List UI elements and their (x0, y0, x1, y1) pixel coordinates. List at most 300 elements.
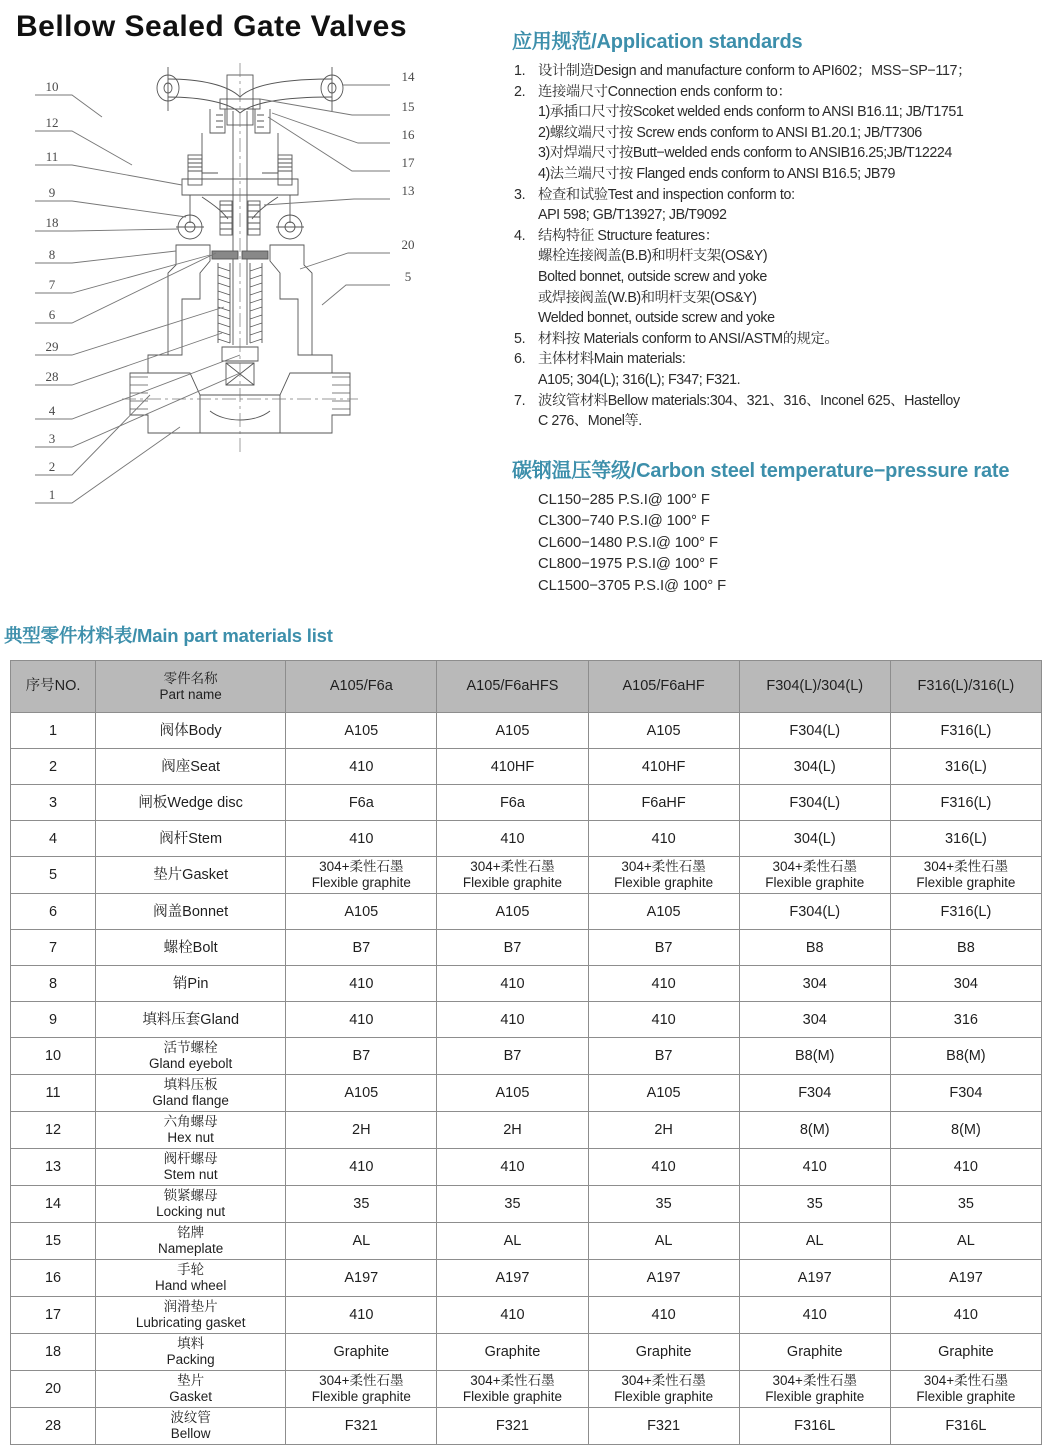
cell-text: 35 (655, 1196, 672, 1213)
cell-material (890, 1186, 1041, 1223)
cell-material (286, 821, 437, 857)
cell-material (286, 930, 437, 966)
cell-material (286, 966, 437, 1002)
cell-text: 垫片Gasket (153, 867, 229, 884)
cell-material (588, 1334, 739, 1371)
subline: 2)螺纹端尺寸按 Screw ends conform to ANSI B1.20.1; JB/T7306 (538, 124, 922, 141)
svg-text:11: 11 (45, 149, 59, 164)
cell-material (739, 1112, 890, 1149)
cell-text-cn: 活节螺栓 (163, 1040, 218, 1055)
cell-text: B7 (352, 1048, 371, 1065)
cell-text-en: Flexible graphite (311, 875, 411, 890)
cell-material (890, 1112, 1041, 1149)
cell-text-cn: 304+柔性石墨 (772, 1373, 857, 1388)
cell-text-en: Packing (166, 1352, 215, 1367)
cell-text-en: Flexible graphite (311, 1389, 411, 1404)
cell-text: A105 (495, 903, 530, 920)
standard-item-5 (512, 329, 1052, 350)
svg-text:7: 7 (48, 277, 56, 292)
materials-table-heading: 典型零件材料表/Main part materials list (4, 625, 333, 646)
cell-text-en: Flexible graphite (765, 1389, 865, 1404)
cell-material (890, 1334, 1041, 1371)
table-row (11, 1297, 1042, 1334)
svg-text:6: 6 (48, 307, 56, 322)
cell-material (739, 894, 890, 930)
cell-text-cn: 304+柔性石墨 (470, 1373, 555, 1388)
subline: 3)对焊端尺寸按Butt−welded ends conform to ANSIB16.25;JB/T12224 (538, 145, 952, 162)
table-header-row (11, 661, 1042, 713)
cell-text-cn: 填料压板 (163, 1077, 218, 1092)
cell-text-en: Hex nut (167, 1130, 214, 1145)
cell-text: AL (352, 1233, 371, 1250)
cell-text: A105 (344, 722, 379, 739)
pressure-rating-heading: 碳钢温压等级/Carbon steel temperature−pressure rate (512, 459, 1010, 482)
cell-text: F316(L) (940, 903, 992, 920)
cell-material (588, 1297, 739, 1334)
cell-text: 10 (44, 1048, 62, 1065)
list-marker: 2. (514, 83, 526, 100)
svg-text:1: 1 (48, 487, 56, 502)
table-row (11, 1260, 1042, 1297)
cell-text: 28 (44, 1418, 62, 1435)
cell-material (739, 1334, 890, 1371)
cell-material (739, 785, 890, 821)
cell-text: Graphite (938, 1344, 994, 1361)
cell-part-name (96, 1334, 286, 1371)
cell-text-en: Gasket (169, 1389, 213, 1404)
cell-text: 15 (44, 1233, 62, 1250)
subline: 1)承插口尺寸按Scoket welded ends conform to ANSI B16.11; JB/T1751 (538, 104, 964, 121)
cell-part-name (96, 1408, 286, 1445)
cell-text: A197 (646, 1270, 681, 1287)
cell-text: 35 (806, 1196, 823, 1213)
subline: 螺栓连接阀盖(B.B)和明杆支架(OS&Y) (538, 248, 768, 265)
cell-material (437, 713, 588, 749)
standard-text: 波纹管材料Bellow materials:304、321、316、Inconel 625、Hastelloy (538, 392, 960, 409)
cell-no (11, 930, 96, 966)
table-row (11, 1371, 1042, 1408)
standard-text: 连接端尺寸Connection ends conform to： (538, 83, 792, 100)
column-header-material-4 (739, 661, 890, 713)
cell-text: 316(L) (944, 830, 987, 847)
cell-text: 410 (500, 1011, 525, 1028)
main-part-materials-table (10, 660, 1042, 1445)
table-row (11, 1408, 1042, 1445)
cell-text: A105 (344, 1085, 379, 1102)
specifications-column (512, 25, 1052, 597)
cell-text: A197 (797, 1270, 832, 1287)
subline: 或焊接阀盖(W.B)和明杆支架(OS&Y) (538, 289, 757, 306)
pressure-rating-item: CL600−1480 P.S.I@ 100° F (538, 534, 718, 551)
cell-material (286, 1075, 437, 1112)
cell-material (739, 821, 890, 857)
cell-text: A197 (495, 1270, 530, 1287)
header-text: F304(L)/304(L) (766, 678, 864, 695)
cell-material (588, 857, 739, 894)
standard-item-3 (512, 185, 1052, 206)
cell-material (739, 1149, 890, 1186)
cell-text: 5 (49, 867, 58, 884)
cell-material (890, 1149, 1041, 1186)
cell-part-name (96, 1002, 286, 1038)
cell-material (739, 1260, 890, 1297)
cell-text: 410 (651, 1307, 676, 1324)
cell-text: AL (654, 1233, 673, 1250)
cell-part-name (96, 1371, 286, 1408)
cell-material (437, 749, 588, 785)
cell-no (11, 857, 96, 894)
cell-material (588, 1371, 739, 1408)
cell-material (890, 966, 1041, 1002)
table-row (11, 894, 1042, 930)
cell-material (437, 930, 588, 966)
cell-material (437, 785, 588, 821)
cell-material (286, 1371, 437, 1408)
cell-text: 410HF (490, 758, 535, 775)
standard-item-1 (512, 61, 1052, 82)
standard-text: 设计制造Design and manufacture conform to API602；MSS−SP−117； (538, 63, 972, 79)
svg-text:10: 10 (45, 79, 59, 94)
cell-material (437, 1075, 588, 1112)
cell-no (11, 1371, 96, 1408)
cell-part-name (96, 1112, 286, 1149)
cell-material (588, 713, 739, 749)
cell-text: 35 (957, 1196, 974, 1213)
cell-text: 316(L) (944, 758, 987, 775)
cell-material (890, 930, 1041, 966)
table-row (11, 821, 1042, 857)
cell-text: 304 (802, 975, 827, 992)
cell-text: 8(M) (951, 1122, 981, 1139)
cell-text-en: Flexible graphite (916, 875, 1016, 890)
cell-text: B7 (352, 939, 371, 956)
cell-material (437, 1334, 588, 1371)
standard-item-7 (512, 391, 1052, 412)
cell-text: 304(L) (793, 830, 836, 847)
table-row (11, 785, 1042, 821)
cell-material (588, 1408, 739, 1445)
cell-material (286, 1334, 437, 1371)
cell-part-name (96, 1297, 286, 1334)
cell-text-en: Bellow (170, 1426, 211, 1441)
cell-material (588, 966, 739, 1002)
cell-no (11, 1260, 96, 1297)
application-standards-list (512, 61, 1052, 432)
cell-text: 9 (49, 1011, 58, 1028)
cell-material (286, 1186, 437, 1223)
cell-text-en: Flexible graphite (916, 1389, 1016, 1404)
cell-no (11, 1186, 96, 1223)
cell-text: 螺栓Bolt (163, 939, 218, 956)
standard-text: 结构特征 Structure features： (538, 227, 719, 244)
cell-text: 410 (500, 830, 525, 847)
cell-material (588, 1112, 739, 1149)
cell-text: 6 (49, 903, 58, 920)
cell-text: 410 (349, 830, 374, 847)
cell-text: F316(L) (940, 722, 992, 739)
table-row (11, 966, 1042, 1002)
cell-text: 销Pin (172, 975, 209, 992)
cell-text: 410 (349, 1307, 374, 1324)
header-text: A105/F6aHFS (466, 678, 559, 695)
cell-text-cn: 手轮 (177, 1262, 205, 1277)
cell-material (437, 1297, 588, 1334)
column-header-material-1 (286, 661, 437, 713)
cell-text: 20 (44, 1381, 62, 1398)
cell-material (890, 821, 1041, 857)
cell-text: F304 (798, 1085, 832, 1102)
cell-no (11, 785, 96, 821)
subline: API 598; GB/T13927; JB/T9092 (538, 207, 727, 224)
cell-material (437, 1260, 588, 1297)
cell-no (11, 966, 96, 1002)
cell-text: AL (503, 1233, 522, 1250)
cell-text: 410 (651, 975, 676, 992)
cell-material (588, 1075, 739, 1112)
left-callout-labels (46, 79, 59, 502)
cell-text-en: Lubricating gasket (135, 1315, 246, 1330)
cell-text: 4 (49, 830, 58, 847)
cell-text: A105 (495, 722, 530, 739)
cell-text: A105 (646, 722, 681, 739)
svg-text:4: 4 (48, 403, 56, 418)
list-marker: 5. (514, 330, 526, 347)
table-row (11, 1334, 1042, 1371)
cell-text: Graphite (484, 1344, 541, 1361)
cell-text: 304 (953, 975, 978, 992)
cell-text: 11 (45, 1085, 61, 1102)
cell-text: 阀盖Bonnet (153, 903, 229, 920)
cell-material (739, 1297, 890, 1334)
cell-material (588, 1149, 739, 1186)
standard-text: 主体材料Main materials: (538, 351, 686, 368)
cell-no (11, 1334, 96, 1371)
cell-no (11, 821, 96, 857)
valve-drawing-svg (45, 55, 510, 515)
cell-text: Graphite (635, 1344, 692, 1361)
header-text: A105/F6a (329, 678, 393, 695)
svg-text:2: 2 (48, 459, 56, 474)
cell-material (739, 1002, 890, 1038)
cell-text: F316L (945, 1418, 987, 1435)
cell-material (588, 894, 739, 930)
cell-material (437, 966, 588, 1002)
cell-material (739, 1408, 890, 1445)
standard-item-2 (512, 82, 1052, 103)
cell-text: A197 (344, 1270, 379, 1287)
cell-text-en: Stem nut (163, 1167, 218, 1182)
cell-text: F321 (495, 1418, 529, 1435)
cell-text-cn: 304+柔性石墨 (319, 1373, 404, 1388)
standard-text: 检查和试验Test and inspection conform to: (538, 186, 795, 203)
cell-part-name (96, 749, 286, 785)
cell-material (437, 1223, 588, 1260)
cell-text-en: Gland eyebolt (149, 1056, 233, 1071)
cell-text: B7 (503, 939, 522, 956)
cell-text-en: Flexible graphite (462, 875, 562, 890)
pressure-rating-list (512, 490, 1052, 598)
cell-text: A105 (495, 1085, 530, 1102)
cell-material (739, 1223, 890, 1260)
cell-part-name (96, 930, 286, 966)
cell-text-cn: 填料 (177, 1336, 205, 1351)
svg-text:8: 8 (48, 247, 56, 262)
cell-text-cn: 垫片 (177, 1373, 205, 1388)
cell-material (437, 1002, 588, 1038)
cell-text: 2 (49, 758, 58, 775)
cell-material (588, 930, 739, 966)
cell-material (890, 1408, 1041, 1445)
cell-material (739, 1075, 890, 1112)
cell-text: 35 (504, 1196, 521, 1213)
cell-text: 410 (953, 1307, 978, 1324)
svg-text:14: 14 (401, 69, 415, 84)
cell-text-en: Flexible graphite (462, 1389, 562, 1404)
svg-text:9: 9 (48, 185, 56, 200)
cell-material (890, 857, 1041, 894)
cell-text-en: Hand wheel (155, 1278, 227, 1293)
standard-item-7-sublines (512, 411, 1052, 432)
cell-part-name (96, 1223, 286, 1260)
cell-text-en: Flexible graphite (614, 875, 714, 890)
right-callout-labels (402, 69, 416, 284)
header-text-en: Part name (159, 686, 222, 702)
cell-text: 410 (500, 1307, 525, 1324)
cell-text: AL (957, 1233, 975, 1250)
table-row (11, 1149, 1042, 1186)
cell-material (286, 1038, 437, 1075)
header-text: A105/F6aHF (622, 678, 705, 695)
cell-material (890, 1371, 1041, 1408)
cell-text: 410 (349, 975, 374, 992)
svg-text:15: 15 (401, 99, 415, 114)
cell-part-name (96, 785, 286, 821)
cell-material (286, 1223, 437, 1260)
cell-material (437, 1408, 588, 1445)
table-row (11, 1186, 1042, 1223)
cell-text-cn: 锁紧螺母 (163, 1188, 218, 1203)
cell-text: F316L (794, 1418, 836, 1435)
cell-material (890, 1260, 1041, 1297)
cell-material (588, 749, 739, 785)
cell-no (11, 894, 96, 930)
list-marker: 3. (514, 186, 526, 203)
cell-part-name (96, 1149, 286, 1186)
cell-text: 闸板Wedge disc (138, 794, 243, 811)
column-header-part-name (96, 661, 286, 713)
cell-material (437, 1112, 588, 1149)
cell-text: F6aHF (641, 794, 686, 811)
cell-text-en: Flexible graphite (765, 875, 865, 890)
cell-material (437, 894, 588, 930)
cell-text: 410 (500, 975, 525, 992)
cell-material (739, 857, 890, 894)
cell-text: 2H (654, 1122, 673, 1139)
standard-item-6-sublines (512, 370, 1052, 391)
table-row (11, 713, 1042, 749)
cell-text: B7 (654, 1048, 673, 1065)
cell-text-cn: 304+柔性石墨 (772, 859, 857, 874)
cell-text: 410 (349, 1011, 374, 1028)
standard-item-4 (512, 226, 1052, 247)
cell-material (890, 1223, 1041, 1260)
svg-text:12: 12 (45, 115, 59, 130)
cell-material (437, 1038, 588, 1075)
standard-item-3-sublines (512, 205, 1052, 226)
cell-material (890, 1038, 1041, 1075)
cell-text: B7 (654, 939, 673, 956)
cell-material (588, 1186, 739, 1223)
svg-text:18: 18 (45, 215, 59, 230)
cell-text: B8 (805, 939, 824, 956)
cell-part-name (96, 821, 286, 857)
cell-material (437, 857, 588, 894)
cell-no (11, 1297, 96, 1334)
standard-item-2-sublines (512, 102, 1052, 184)
valve-cross-section-drawing (45, 55, 510, 515)
cell-text: 填料压套Gland (142, 1011, 240, 1028)
table-header (11, 661, 1042, 713)
cell-material (286, 785, 437, 821)
cell-material (890, 1002, 1041, 1038)
table-row (11, 857, 1042, 894)
cell-no (11, 1075, 96, 1112)
cell-part-name (96, 1186, 286, 1223)
cell-text: A197 (948, 1270, 983, 1287)
cell-material (286, 1112, 437, 1149)
cell-text: Graphite (333, 1344, 390, 1361)
cell-text: 13 (44, 1159, 62, 1176)
cell-material (437, 1371, 588, 1408)
header-text-cn: 零件名称 (163, 670, 218, 686)
cell-text: 18 (44, 1344, 62, 1361)
cell-material (437, 1149, 588, 1186)
cell-text: 410 (651, 830, 676, 847)
cell-text-en: Nameplate (158, 1241, 224, 1256)
cell-text-cn: 304+柔性石墨 (923, 1373, 1009, 1388)
cell-text: 16 (44, 1270, 62, 1287)
subline: A105; 304(L); 316(L); F347; F321. (538, 371, 741, 388)
cell-text: 410 (651, 1159, 676, 1176)
cell-text: 410 (349, 758, 374, 775)
cell-text: 316 (953, 1011, 978, 1028)
cell-text-cn: 润滑垫片 (163, 1299, 218, 1314)
cell-text: F304 (949, 1085, 983, 1102)
cell-material (739, 749, 890, 785)
svg-text:16: 16 (401, 127, 415, 142)
table-row (11, 1038, 1042, 1075)
cell-material (890, 894, 1041, 930)
cell-material (588, 1002, 739, 1038)
pressure-rating-item: CL150−285 P.S.I@ 100° F (538, 491, 710, 508)
table-row (11, 930, 1042, 966)
cell-part-name (96, 1075, 286, 1112)
cell-text-cn: 阀杆螺母 (163, 1151, 218, 1166)
cell-text: 410 (802, 1307, 827, 1324)
cell-no (11, 713, 96, 749)
cell-material (890, 749, 1041, 785)
table-row (11, 1075, 1042, 1112)
page-title: Bellow Sealed Gate Valves (16, 10, 408, 43)
standard-text: 材料按 Materials conform to ANSI/ASTM的规定。 (538, 330, 839, 347)
svg-text:13: 13 (401, 183, 415, 198)
cell-material (588, 821, 739, 857)
standard-item-4-sublines (512, 246, 1052, 328)
cell-text: 8 (49, 975, 58, 992)
cell-text: 35 (353, 1196, 370, 1213)
cell-text-cn: 304+柔性石墨 (319, 859, 404, 874)
cell-material (286, 1002, 437, 1038)
